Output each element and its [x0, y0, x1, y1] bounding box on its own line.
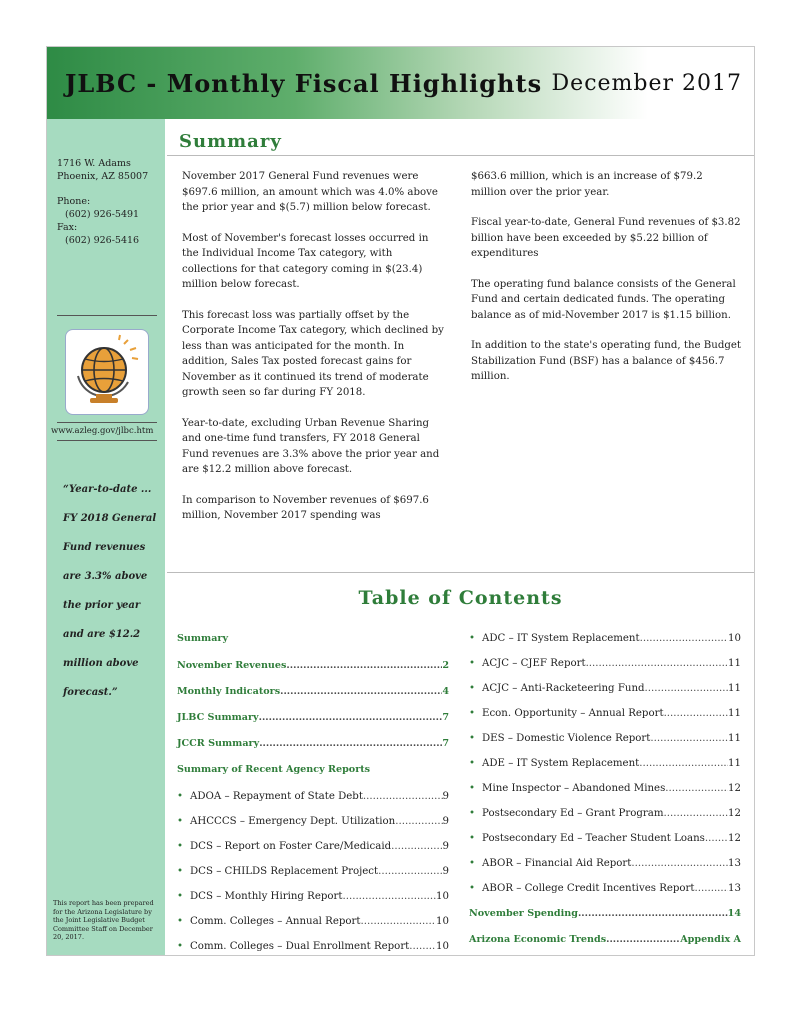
toc-leader-dots [361, 916, 437, 927]
toc-leader-dots [665, 783, 728, 794]
summary-column-left [182, 169, 444, 539]
toc-page-number: 10 [436, 941, 449, 952]
toc-entry[interactable] [469, 883, 741, 894]
toc-page-number: 14 [727, 908, 741, 919]
toc-leader-dots [286, 660, 442, 671]
toc-page-number: 10 [728, 633, 741, 644]
toc-leader-dots [631, 858, 728, 869]
globe-icon [66, 330, 148, 414]
toc-entry-label: • ADC – IT System Replacement [469, 633, 640, 644]
toc-page-number: 13 [728, 883, 741, 894]
toc-leader-dots [259, 712, 443, 723]
toc-column-left [177, 633, 449, 956]
phone-label: Phone: [57, 196, 91, 207]
toc-leader-dots [606, 934, 680, 945]
summary-paragraph: November 2017 General Fund revenues were $697.6 million, an amount which was 4.0% above the prior year and $(5.7) million below forecast. [182, 171, 438, 213]
toc-leader-dots [695, 883, 729, 894]
toc-entry-label: • ABOR – Financial Aid Report [469, 858, 631, 869]
toc-entry-label: JCCR Summary [177, 738, 260, 749]
header-banner [47, 47, 754, 119]
section-divider [167, 572, 754, 573]
toc-leader-dots [645, 683, 729, 694]
toc-page-number: 2 [442, 660, 449, 671]
toc-page-number: 11 [728, 683, 741, 694]
toc-page-number: 9 [442, 866, 449, 877]
toc-entry-label: • ACJC – Anti-Racketeering Fund [469, 683, 645, 694]
toc-entry-label: November Revenues [177, 660, 287, 671]
toc-entry-label: • Postsecondary Ed – Teacher Student Loans [469, 833, 705, 844]
toc-leader-dots [664, 808, 729, 819]
toc-column-right [469, 633, 741, 956]
address-line: 1716 W. Adams [57, 158, 131, 169]
pull-quote: “Year-to-date ... FY 2018 General Fund revenues are 3.3% above the prior year and are $12.2 million above forecast.” [63, 484, 157, 698]
toc-entry-label: • ADOA – Repayment of State Debt [177, 791, 363, 802]
toc-entry-label: Monthly Indicators [177, 686, 281, 697]
toc-leader-dots [342, 891, 436, 902]
summary-heading: Summary [179, 131, 282, 152]
toc-page-number: 11 [728, 708, 741, 719]
toc-heading: Table of Contents [358, 587, 563, 609]
toc-page-number: 7 [442, 738, 449, 749]
toc-entry[interactable] [177, 941, 449, 952]
toc-page-number: 12 [728, 783, 741, 794]
toc-entry[interactable] [177, 841, 449, 852]
toc-entry[interactable] [469, 783, 741, 794]
toc-page-number: 12 [728, 808, 741, 819]
toc-entry-label: • DCS – Report on Foster Care/Medicaid [177, 841, 391, 852]
summary-paragraph: Most of November's forecast losses occurred in the Individual Income Tax category, with collections for that category coming in $(23.4) million below forecast. [182, 232, 429, 290]
toc-entry[interactable] [177, 738, 449, 749]
toc-entry[interactable] [469, 633, 741, 644]
sidebar [47, 119, 165, 955]
toc-entry-label: November Spending [469, 908, 578, 919]
toc-leader-dots [578, 908, 728, 919]
toc-leader-dots [391, 841, 442, 852]
summary-paragraph: The operating fund balance consists of the General Fund and certain dedicated funds. The operating balance as of mid-November 2017 is $1.15 billion. [471, 278, 736, 321]
toc-entry[interactable] [177, 686, 449, 697]
toc-entry-label: • Postsecondary Ed – Grant Program [469, 808, 664, 819]
toc-page-number: 13 [728, 858, 741, 869]
summary-paragraph: $663.6 million, which is an increase of $79.2 million over the prior year. [471, 171, 703, 198]
toc-entry[interactable] [177, 712, 449, 723]
website-link[interactable]: www.azleg.gov/jlbc.htm [51, 426, 154, 436]
toc-leader-dots [705, 833, 728, 844]
toc-leader-dots [664, 708, 728, 719]
summary-paragraph: In addition to the state's operating fund, the Budget Stabilization Fund (BSF) has a balance of $456.7 million. [471, 340, 741, 382]
toc-page-number: 9 [442, 841, 449, 852]
toc-entry-label: • DCS – Monthly Hiring Report [177, 891, 342, 902]
sidebar-divider [57, 422, 157, 423]
toc-page-number: 10 [436, 891, 449, 902]
toc-entry[interactable] [469, 908, 741, 919]
contact-block [57, 195, 139, 247]
summary-column-right [471, 169, 741, 400]
summary-paragraph: Fiscal year-to-date, General Fund revenues of $3.82 billion have been exceeded by $5.22 billion of expenditures [471, 217, 741, 259]
toc-entry-label: • ABOR – College Credit Incentives Report [469, 883, 695, 894]
toc-leader-dots [259, 738, 442, 749]
sidebar-divider [57, 315, 157, 316]
address-block [57, 157, 148, 183]
issue-date: December 2017 [551, 71, 742, 96]
toc-entry[interactable] [469, 683, 741, 694]
toc-page-number: 4 [442, 686, 449, 697]
toc-entry-label: • ADE – IT System Replacement [469, 758, 639, 769]
toc-entry[interactable] [177, 816, 449, 827]
footnote: This report has been prepared for the Arizona Legislature by the Joint Legislative Budget Committee Staff on December 20, 2017. [53, 899, 154, 941]
toc-entry[interactable] [469, 658, 741, 669]
toc-leader-dots [280, 686, 442, 697]
toc-entry[interactable] [469, 858, 741, 869]
toc-page-number: 11 [728, 758, 741, 769]
toc-leader-dots [640, 633, 728, 644]
toc-entry[interactable] [177, 916, 449, 927]
toc-entry-label: Arizona Economic Trends [469, 934, 607, 945]
toc-leader-dots [395, 816, 442, 827]
toc-entry[interactable] [469, 833, 741, 844]
toc-entry[interactable] [177, 866, 449, 877]
toc-entry-label: • Comm. Colleges – Dual Enrollment Report [177, 941, 409, 952]
toc-page-number: 12 [728, 833, 741, 844]
summary-paragraph: This forecast loss was partially offset by the Corporate Income Tax category, which declined by less than was anticipated for the month. In addition, Sales Tax posted forecast gains for November as it continued its trend of moderate growth seen so far during FY 2018. [182, 309, 444, 398]
toc-entry[interactable] [469, 708, 741, 719]
toc-entry-label: • Mine Inspector – Abandoned Mines [469, 783, 665, 794]
fax-label: Fax: [57, 222, 78, 233]
toc-entry-label: • Comm. Colleges – Annual Report [177, 916, 361, 927]
toc-leader-dots [363, 791, 443, 802]
toc-page-number: Appendix A [680, 934, 741, 945]
toc-page-number: 7 [442, 712, 449, 723]
newsletter-title: JLBC - Monthly Fiscal Highlights [65, 69, 543, 98]
newsletter-page [46, 46, 755, 956]
summary-paragraph: In comparison to November revenues of $697.6 million, November 2017 spending was [182, 494, 429, 521]
toc-entry-label: • ACJC – CJEF Report [469, 658, 586, 669]
toc-leader-dots [650, 733, 728, 744]
toc-page-number: 10 [436, 916, 449, 927]
section-divider [167, 155, 754, 156]
toc-entry[interactable] [177, 791, 449, 802]
summary-paragraph: Year-to-date, excluding Urban Revenue Sharing and one-time fund transfers, FY 2018 General Fund revenues are 3.3% above the prior year and are $12.2 million above forecast. [182, 417, 440, 475]
toc-page-number: 11 [728, 658, 741, 669]
toc-entry-label: • DES – Domestic Violence Report [469, 733, 650, 744]
toc-entry-label: • AHCCCS – Emergency Dept. Utilization [177, 816, 395, 827]
phone-number: (602) 926-5491 [65, 209, 140, 220]
toc-entry[interactable] [469, 758, 741, 769]
toc-entry[interactable] [469, 733, 741, 744]
toc-entry-label: Summary of Recent Agency Reports [177, 764, 371, 775]
toc-leader-dots [409, 941, 436, 952]
toc-entry[interactable] [469, 934, 741, 945]
toc-entry-label: • Econ. Opportunity – Annual Report [469, 708, 664, 719]
toc-entry-label: Summary [177, 633, 229, 644]
toc-entry[interactable] [177, 891, 449, 902]
address-line: Phoenix, AZ 85007 [57, 171, 149, 182]
toc-leader-dots [586, 658, 728, 669]
toc-leader-dots [378, 866, 442, 877]
toc-entry-label: JLBC Summary [177, 712, 259, 723]
toc-entry-label: • DCS – CHILDS Replacement Project [177, 866, 378, 877]
sidebar-divider [57, 440, 157, 441]
toc-entry[interactable] [177, 660, 449, 671]
toc-page-number: 11 [728, 733, 741, 744]
toc-entry[interactable] [177, 764, 449, 775]
toc-page-number: 9 [442, 791, 449, 802]
toc-entry[interactable] [177, 633, 449, 644]
toc-leader-dots [639, 758, 728, 769]
toc-entry[interactable] [469, 808, 741, 819]
toc-page-number: 9 [442, 816, 449, 827]
logo [65, 329, 149, 415]
fax-number: (602) 926-5416 [65, 235, 140, 246]
